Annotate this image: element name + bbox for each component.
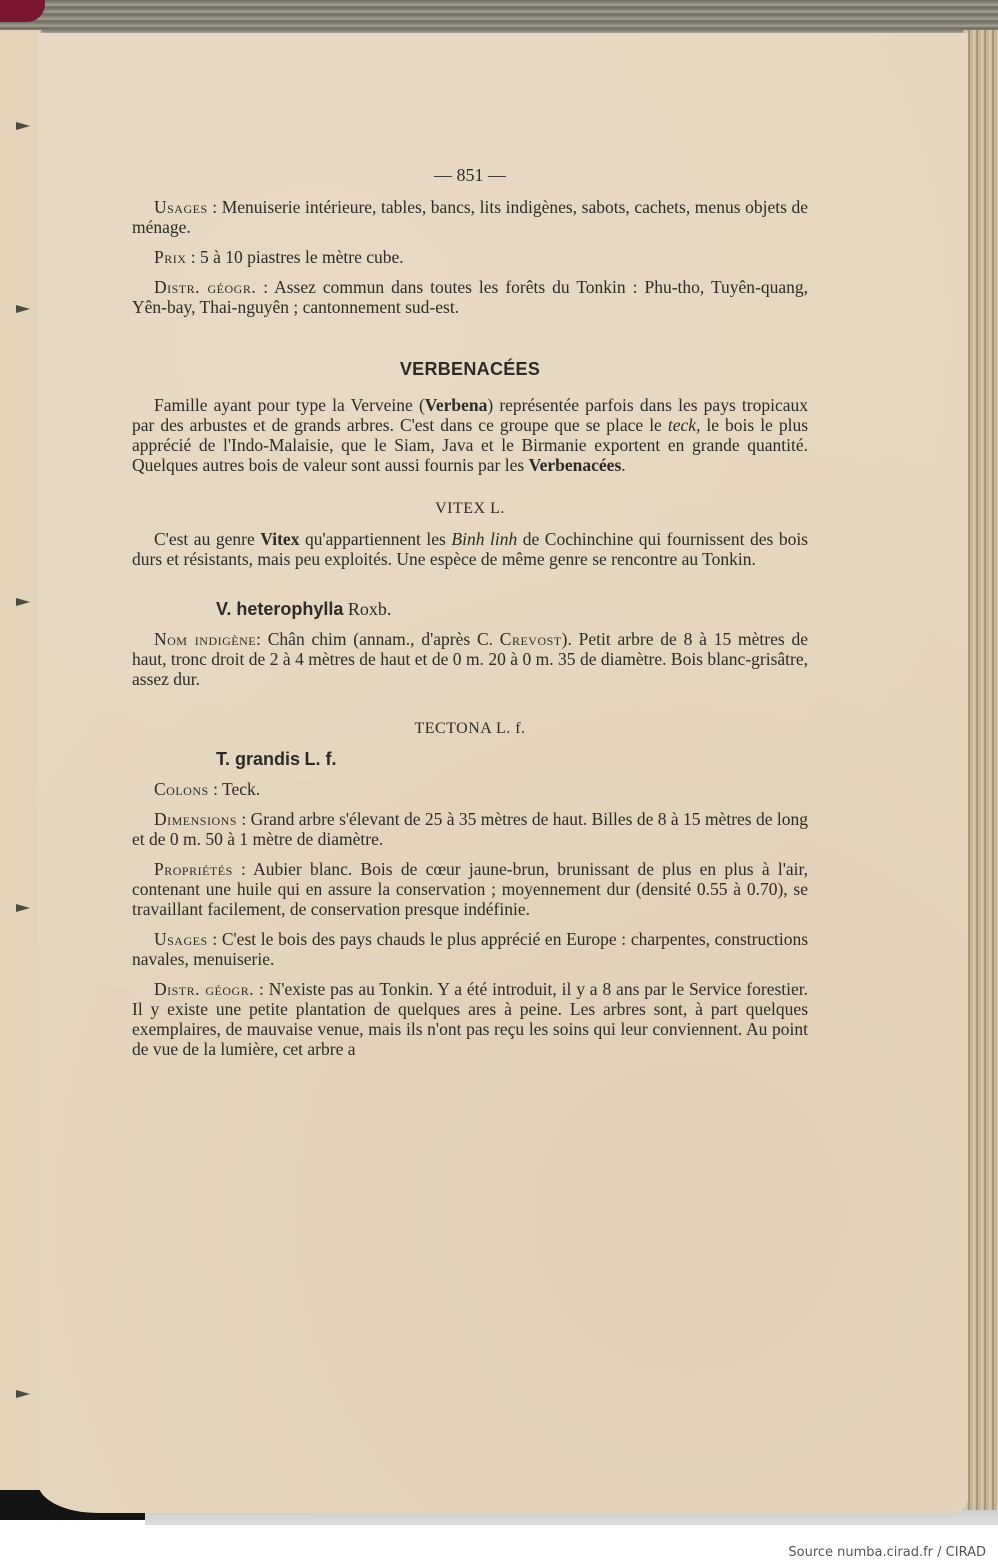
species-heading-vitex: [216, 599, 808, 619]
paragraph-dimensions: [132, 809, 808, 849]
paragraph-distribution: [132, 277, 808, 317]
field-text: : N'existe pas au Tonkin. Y a été introduit, il y a 8 ans par le Service forestier. Il y existe une petite plantation de quelques ares à peine. Les arbres sont, à part quelques exemplaires, de mauvaise venue, mais ils n'ont pas reçu les soins qui leur conviennent. Au point de vue de la lumière, cet arbre a: [132, 979, 809, 1059]
field-label: Colons: [154, 779, 209, 799]
species-author: L. f.: [304, 749, 337, 769]
paragraph-usages-teck: [132, 929, 808, 969]
species-name: V. heterophylla: [216, 599, 344, 619]
text-run: ) représentée parfois dans les pays tropicaux par des arbustes et de grands arbres. C'est dans ce groupe que se place le: [132, 395, 808, 435]
field-label: Prix: [154, 247, 187, 267]
field-text: : Assez commun dans toutes les forêts du Tonkin : Phu-tho, Tuyên-quang, Yên-bay, Thai-nguyên ; cantonnement sud-est.: [132, 277, 809, 317]
genus-name: Verbena: [424, 395, 488, 415]
paragraph-proprietes: [132, 859, 808, 919]
binding-thread-mark: [14, 904, 40, 914]
paragraph-vitex-intro: [132, 529, 808, 569]
family-heading: VERBENACÉES: [399, 359, 541, 379]
field-text: ). Petit arbre de 8 à 15 mètres de haut, tronc droit de 2 à 4 mètres de haut et de 0 m. 20 à 0 m. 35 de diamètre. Bois blanc-grisâtre, assez dur.: [132, 629, 808, 689]
common-name: teck,: [667, 415, 701, 435]
paragraph-prix: [132, 247, 808, 267]
text-run: C'est au genre: [154, 529, 261, 549]
species-heading-tectona: [216, 749, 808, 769]
paragraph-distribution-teck: [132, 979, 808, 1059]
field-label: Usages: [154, 197, 208, 217]
paragraph-colons: [132, 779, 808, 799]
species-name: T. grandis: [216, 749, 301, 769]
text-run: le bois le plus apprécié de l'Indo-Malaisie, que le Siam, Java et le Birmanie exportent en grande quantité. Quelques autres bois de valeur sont aussi fournis par les: [132, 415, 809, 475]
field-label: Distr. géogr.: [154, 277, 257, 297]
page-edges: [963, 30, 998, 1510]
field-text: : C'est le bois des pays chauds le plus apprécié en Europe : charpentes, constructions navales, menuiserie.: [132, 929, 809, 969]
text-run: Famille ayant pour type la Verveine (: [154, 395, 425, 415]
text-run: de Cochinchine qui fournissent des bois durs et résistants, mais peu exploités. Une espèce de même genre se rencontre au Tonkin.: [132, 529, 808, 569]
field-label: Propriétés: [154, 859, 233, 879]
field-text: : Aubier blanc. Bois de cœur jaune-brun, brunissant de plus en plus à l'air, contenant une huile qui en assure la conservation ; moyennement dur (densité 0.55 à 0.70), se travaillant facilement, de conservation presque indéfinie.: [132, 859, 808, 919]
field-text: : Teck.: [213, 779, 261, 799]
field-label: Usages: [154, 929, 208, 949]
vernacular-name: Binh linh: [451, 529, 518, 549]
paragraph-nom-indigene: [132, 629, 808, 689]
genus-heading-tectona: TECTONA L. f.: [414, 720, 526, 737]
paragraph-usages: [132, 197, 808, 237]
field-label: Distr. géogr.: [154, 979, 255, 999]
species-author: Roxb.: [347, 599, 392, 619]
paragraph-family-intro: [132, 395, 808, 475]
field-text: : Menuiserie intérieure, tables, bancs, lits indigènes, sabots, cachets, menus objets de ménage.: [132, 197, 808, 237]
left-page-gutter: [0, 30, 42, 1490]
genus-name: Vitex: [260, 529, 300, 549]
binding-thread-mark: [14, 305, 40, 315]
genus-heading-vitex: VITEX L.: [435, 500, 505, 517]
field-text: : Chân chim (annam., d'après C.: [256, 629, 500, 649]
field-text: : 5 à 10 piastres le mètre cube.: [190, 247, 404, 267]
field-label: Nom indigène: [154, 629, 257, 649]
binding-thread-mark: [14, 598, 40, 608]
page-content: [132, 165, 808, 1069]
field-text: : Grand arbre s'élevant de 25 à 35 mètres de haut. Billes de 8 à 15 mètres de long et de 0 m. 50 à 1 mètre de diamètre.: [132, 809, 809, 849]
author-name: Crevost: [499, 629, 562, 649]
page-number: — 851 —: [434, 165, 506, 185]
text-run: .: [621, 455, 626, 475]
binding-thread-mark: [14, 1390, 40, 1400]
source-credit: Source numba.cirad.fr / CIRAD: [788, 1545, 986, 1560]
field-label: Dimensions: [154, 809, 237, 829]
text-run: qu'appartiennent les: [299, 529, 452, 549]
family-name: Verbenacées: [528, 455, 622, 475]
binding-thread-mark: [14, 122, 40, 132]
